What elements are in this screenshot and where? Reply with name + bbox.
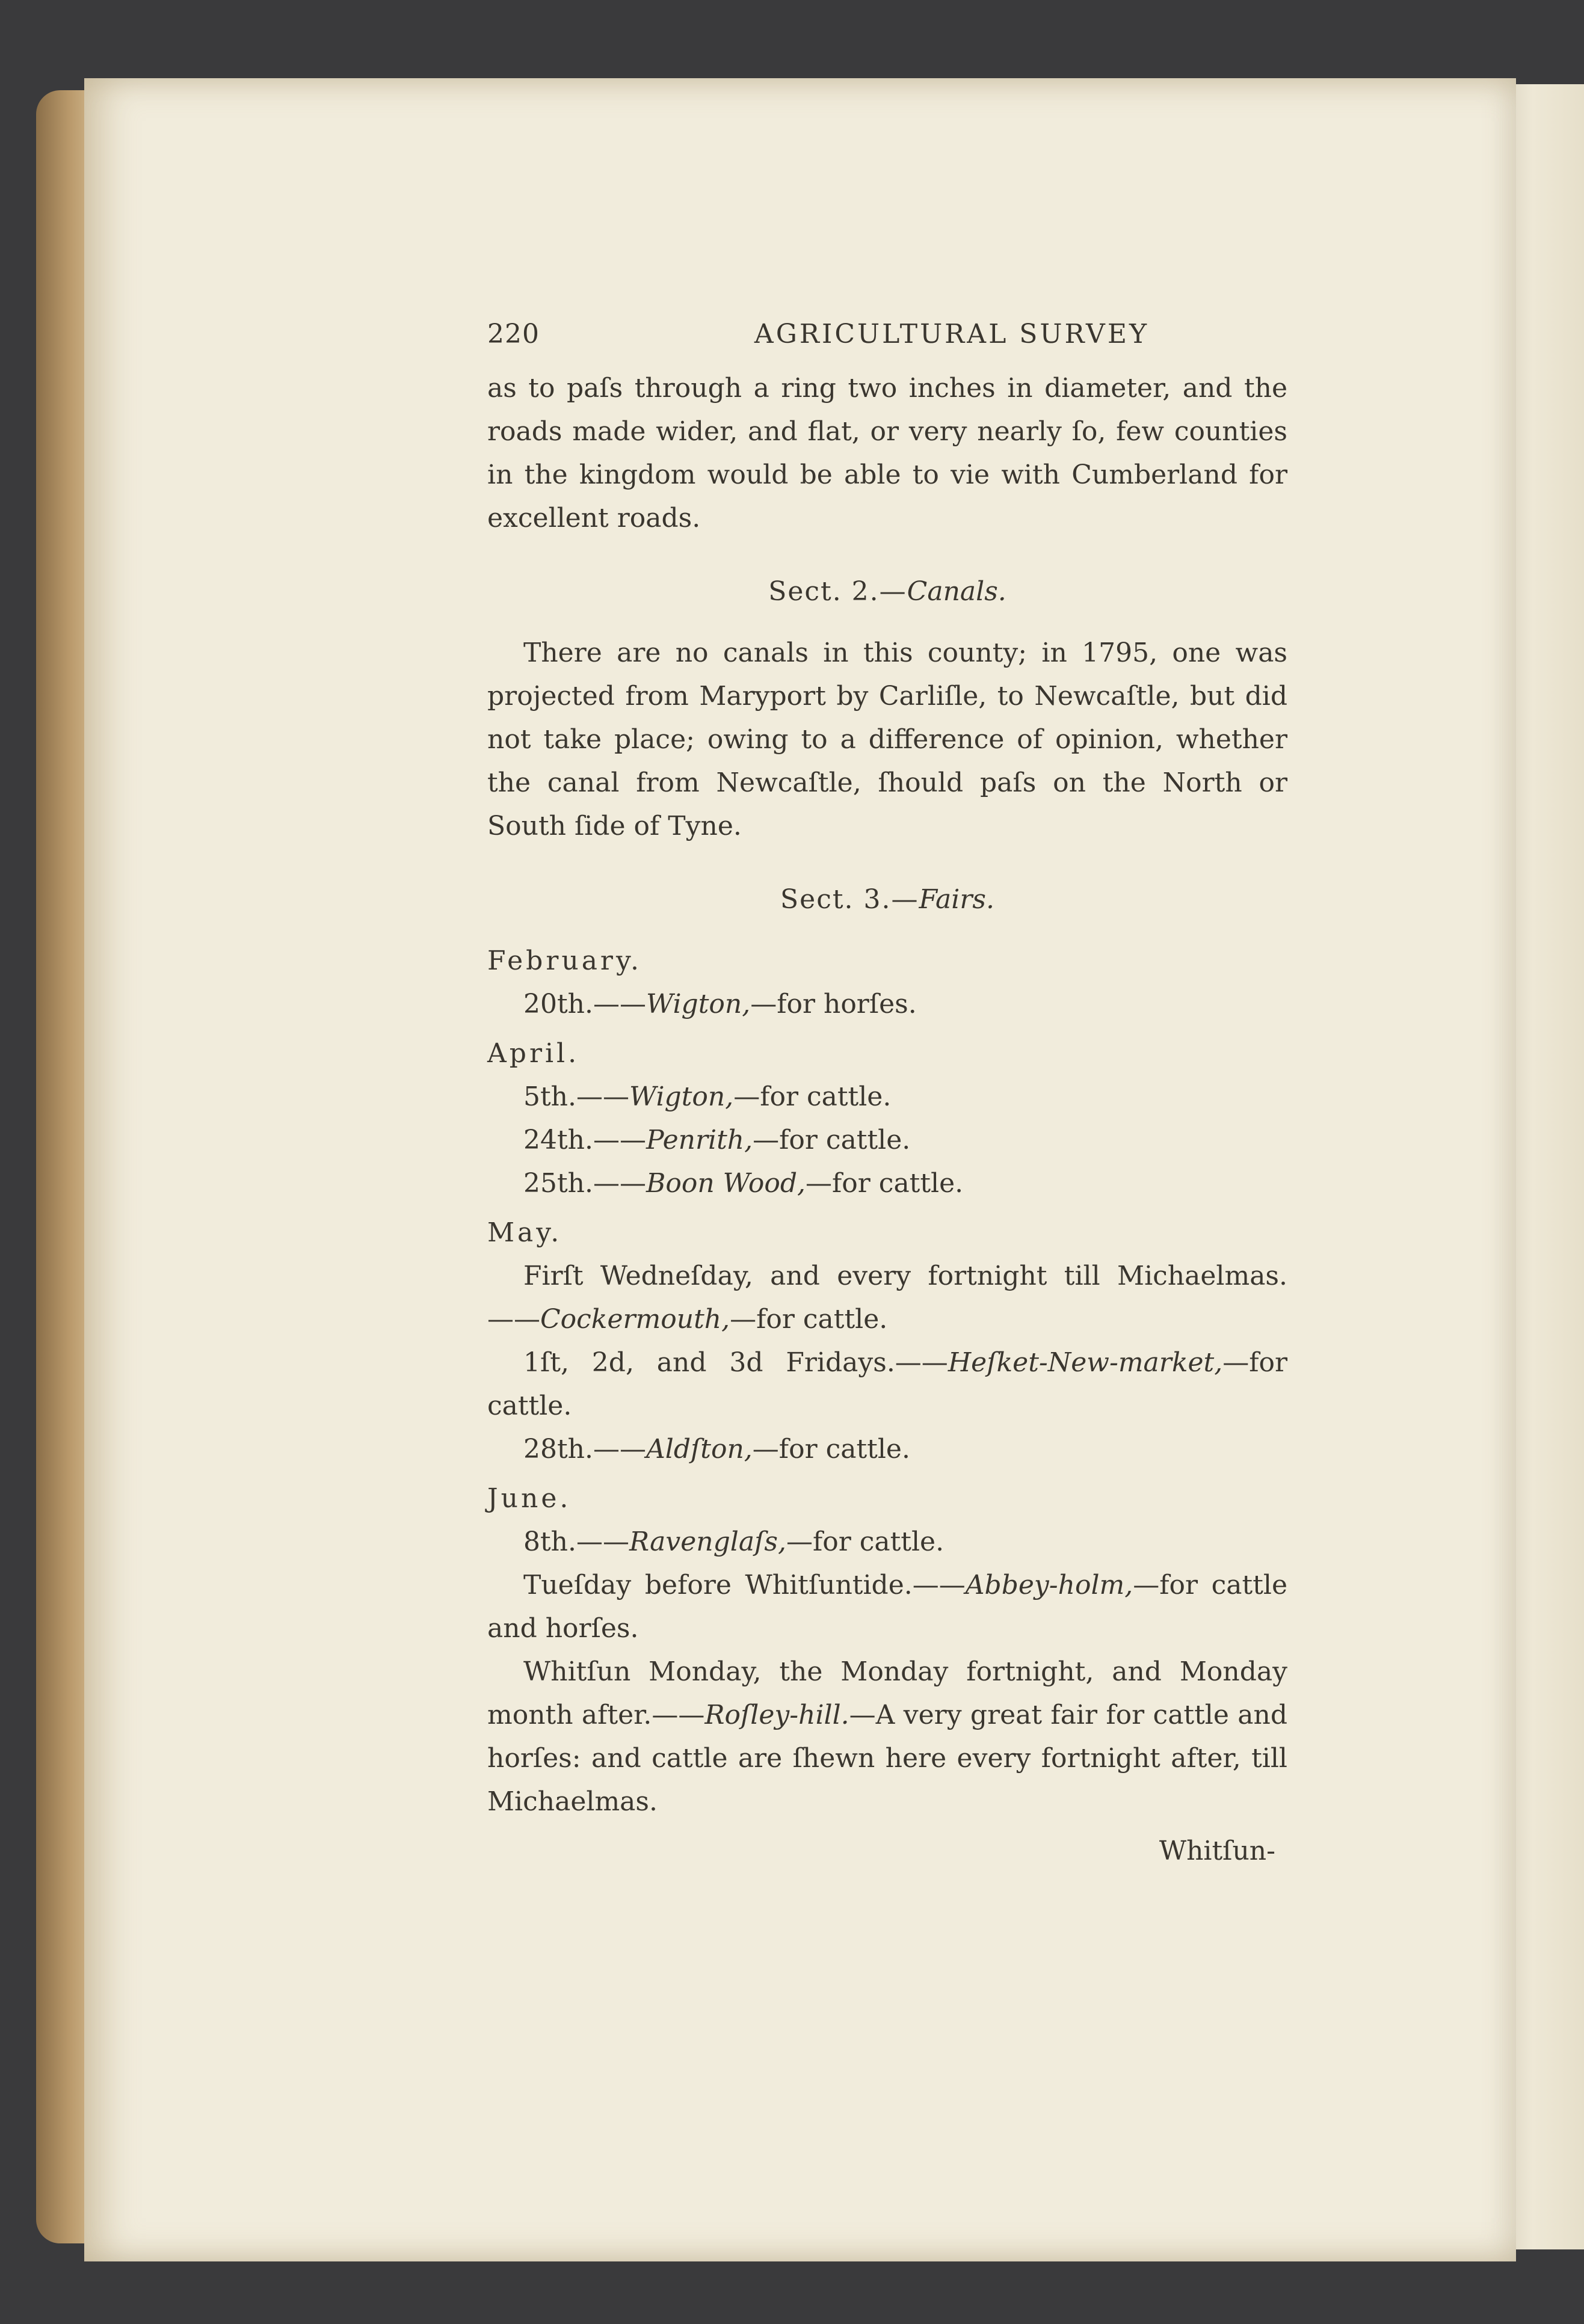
fair-entry: 8th.——Ravenglaſs,—for cattle. xyxy=(523,1526,945,1557)
section-title: Fairs. xyxy=(919,884,994,915)
fair-entry: 1ſt, 2d, and 3d Fridays.——Heſket-New-market,—for cattle. xyxy=(487,1347,1287,1421)
month-heading-june: June. xyxy=(487,1483,572,1514)
fair-entry: 25th.——Boon Wood,—for cattle. xyxy=(523,1168,964,1199)
fair-entry: Tueſday before Whitſuntide.——Abbey-holm,—for cattle and horſes. xyxy=(487,1570,1287,1644)
fair-entry: 20th.——Wigton,—for horſes. xyxy=(523,989,917,1019)
section-label: Sect. 2.— xyxy=(768,576,907,607)
page-text xyxy=(487,313,1287,1873)
catchword: Whitſun- xyxy=(1159,1836,1275,1866)
intro-paragraph: as to paſs through a ring two inches in diameter, and the roads made wider, and flat, or very nearly ſo, few counties in the kingdom would be able to vie with Cumberland for excellent roads. xyxy=(487,373,1287,533)
fair-entry: 24th.——Penrith,—for cattle. xyxy=(523,1125,911,1155)
fair-entry: 28th.——Aldſton,—for cattle. xyxy=(523,1434,910,1465)
fair-entry: Whitſun Monday, the Monday fortnight, and Monday month after.——Roſley-hill.—A very great fair for cattle and horſes: and cattle are ſhewn here every fortnight after, till Michaelmas. xyxy=(487,1656,1288,1817)
running-head: AGRICULTURAL SURVEY xyxy=(754,319,1149,349)
month-heading-april: April. xyxy=(487,1038,580,1069)
month-heading-may: May. xyxy=(487,1217,562,1248)
fair-entry: 5th.——Wigton,—for cattle. xyxy=(523,1081,892,1112)
section-label: Sect. 3.— xyxy=(780,884,919,915)
section-title: Canals. xyxy=(907,576,1006,607)
fair-entry: Firſt Wedneſday, and every fortnight till Michaelmas. ——Cockermouth,—for cattle. xyxy=(487,1261,1287,1335)
canals-paragraph: There are no canals in this county; in 1795, one was projected from Maryport by Carliſle, to Newcaſtle, but did not take place; owing to a difference of opinion, whether the canal from Newcaſtle, ſhould paſs on the North or South ſide of Tyne. xyxy=(487,638,1287,841)
page-header xyxy=(487,313,1287,367)
page-number: 220 xyxy=(487,319,540,349)
section-heading-fairs xyxy=(487,878,1287,921)
section-heading-canals xyxy=(487,570,1287,613)
month-heading-february: February. xyxy=(487,945,642,976)
